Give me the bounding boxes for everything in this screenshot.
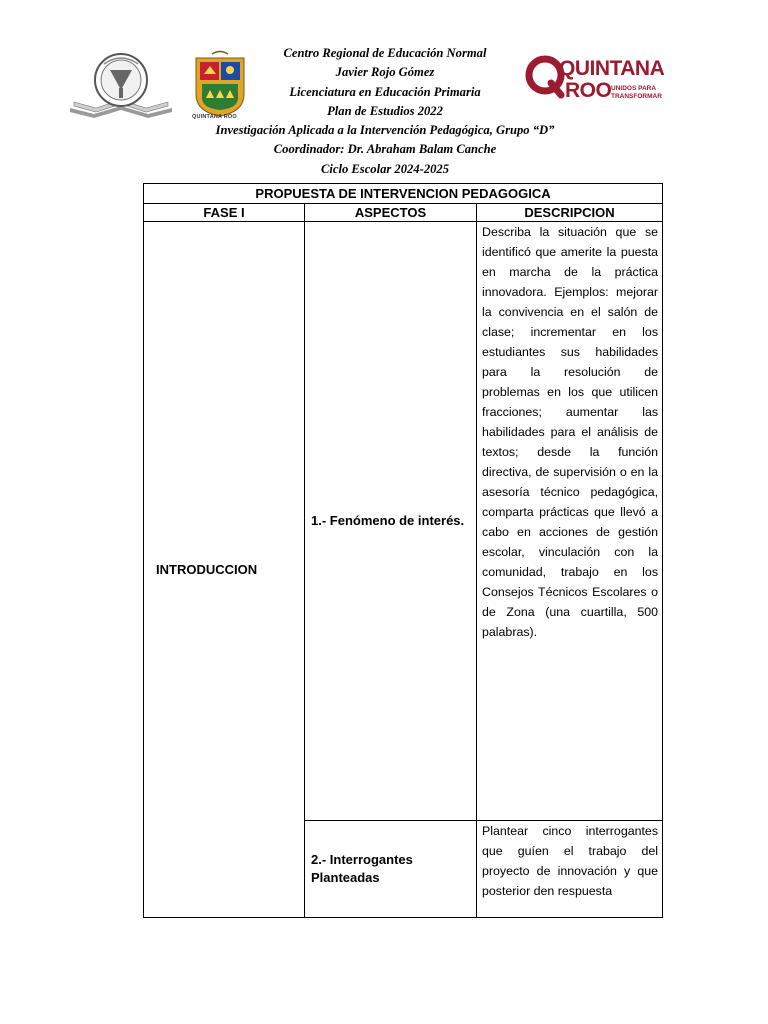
qroo-sub-word: ROO bbox=[565, 79, 612, 102]
phase-label: INTRODUCCION bbox=[144, 222, 305, 918]
header-aspects: ASPECTOS bbox=[305, 204, 477, 222]
header-line-course: Investigación Aplicada a la Intervención Pedagógica, Grupo “D” bbox=[215, 123, 555, 138]
table-row bbox=[144, 222, 663, 821]
description-text bbox=[477, 821, 663, 918]
description-text-content: Plantear cinco interrogantes que guíen el trabajo del proyecto de innovación y que posterior den respuesta bbox=[482, 824, 659, 898]
aspect-label: 2.- Interrogantes Planteadas bbox=[305, 821, 477, 918]
intervention-proposal-table bbox=[143, 183, 663, 918]
header-line-name: Javier Rojo Gómez bbox=[335, 65, 435, 80]
header-line-cycle: Ciclo Escolar 2024-2025 bbox=[320, 161, 450, 176]
description-text: Describa la situación que se identificó que amerite la puesta en marcha de la práctica innovadora. Ejemplos: mejorar la convivencia en el salón de clase; incrementar en los estudiantes sus habilidades para la resolución de problemas en los que utilicen fracciones; aumentar las habilidades para el análisis de textos; desde la función directiva, de supervisión o en la asesoría técnico pedagógica, comparta prácticas que llevó a cabo en acciones de gestión escolar, vinculación con la comunidad, trabajo en los Consejos Técnicos Escolares o de Zona (una cuartilla, 500 palabras). bbox=[477, 222, 663, 821]
table-title-row bbox=[144, 184, 663, 204]
qroo-tagline-1: UNIDOS PARA bbox=[611, 85, 657, 92]
header-line-degree: Licenciatura en Educación Primaria bbox=[289, 84, 481, 99]
table-header-row bbox=[144, 204, 663, 222]
aspect-label: 1.- Fenómeno de interés. bbox=[305, 222, 477, 821]
qroo-main-word: QUINTANA bbox=[559, 57, 665, 80]
qroo-tagline-2: TRANSFORMAR bbox=[611, 93, 662, 100]
state-logo-caption: QUINTANA ROO bbox=[192, 114, 237, 120]
header-line-plan: Plan de Estudios 2022 bbox=[327, 103, 443, 118]
school-logo bbox=[66, 50, 176, 120]
document-header bbox=[200, 44, 570, 179]
header-line-institution: Centro Regional de Educación Normal bbox=[283, 46, 487, 60]
header-phase: FASE I bbox=[144, 204, 305, 222]
header-description: DESCRIPCION bbox=[477, 204, 663, 222]
table-title: PROPUESTA DE INTERVENCION PEDAGOGICA bbox=[144, 184, 663, 204]
header-line-coordinator: Coordinador: Dr. Abraham Balam Canche bbox=[273, 142, 497, 157]
